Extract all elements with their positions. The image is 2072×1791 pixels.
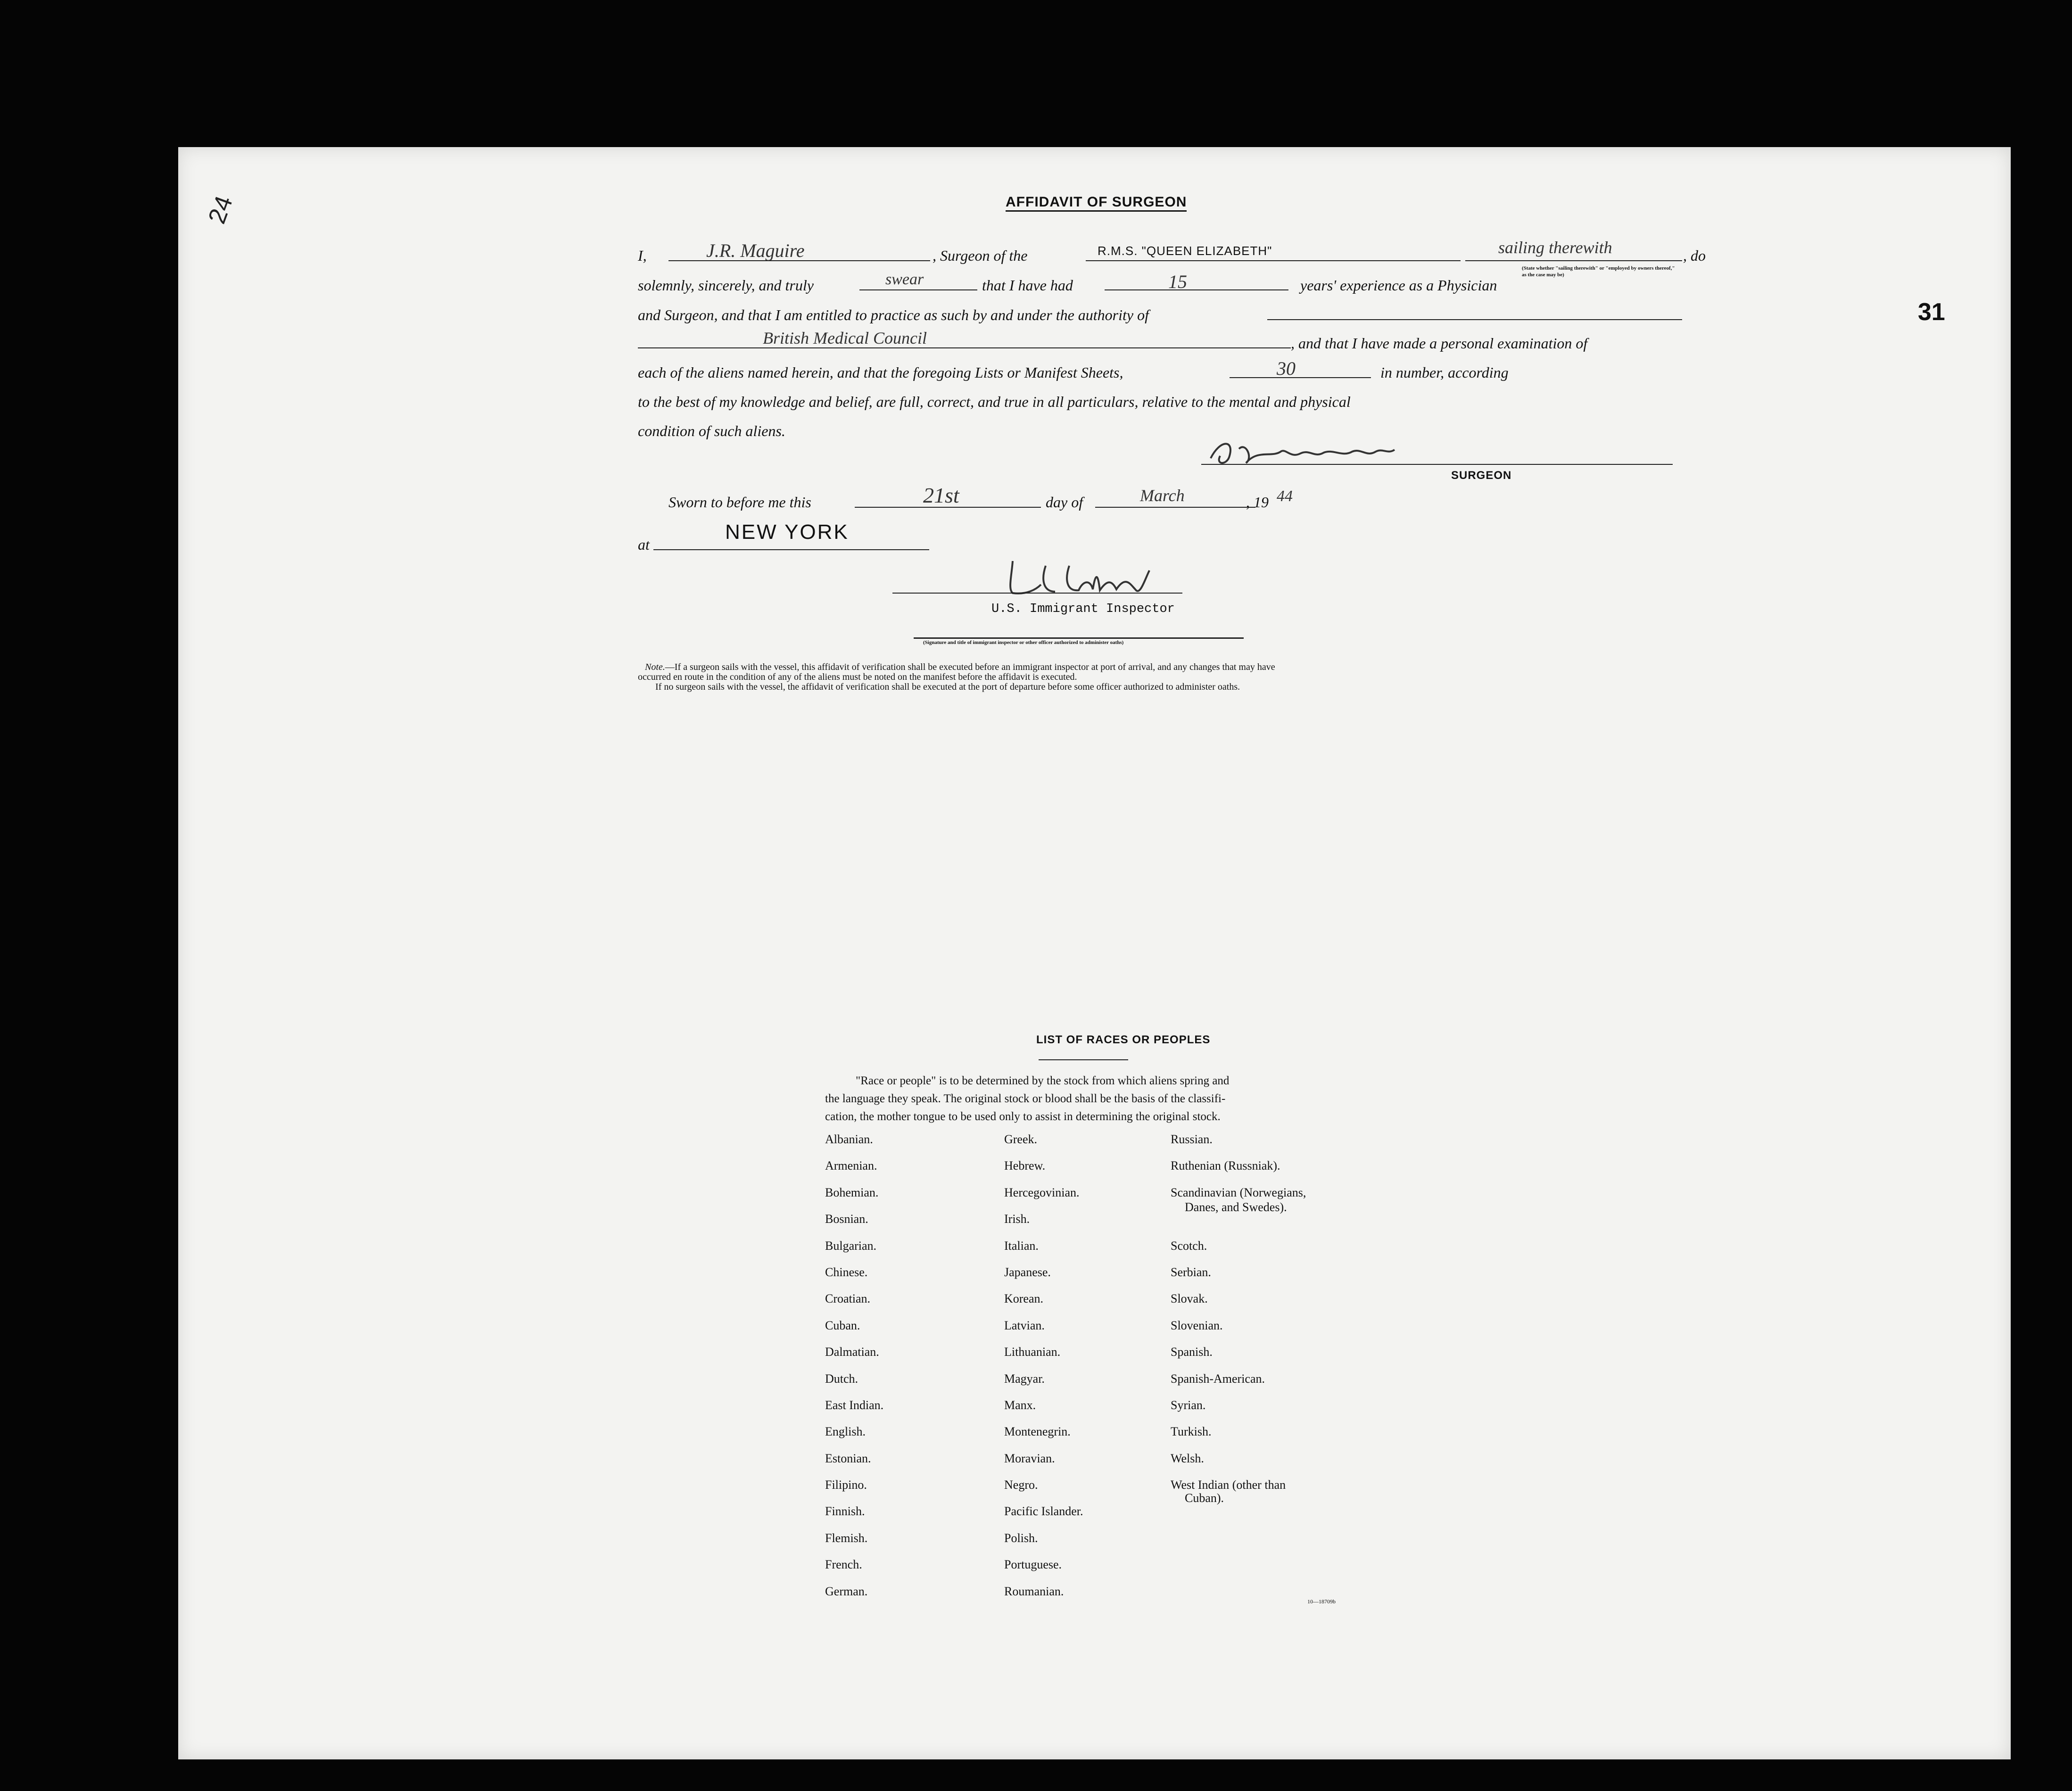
race-item: Filipino. bbox=[825, 1478, 867, 1492]
inspector-signature-line bbox=[892, 593, 1182, 594]
sailing-note: (State whether "sailing therewith" or "employed by owners thereof," as the case may be) bbox=[1522, 265, 1675, 278]
authority: British Medical Council bbox=[763, 329, 927, 347]
sworn-year-suffix: 44 bbox=[1277, 487, 1293, 505]
surgeon-name: J.R. Maguire bbox=[706, 240, 805, 261]
text-each-alien: each of the aliens named herein, and that the foregoing Lists or Manifest Sheets, bbox=[638, 364, 1123, 381]
inspector-signature bbox=[999, 552, 1178, 603]
race-item: Spanish. bbox=[1171, 1345, 1213, 1359]
text-and-surgeon: and Surgeon, and that I am entitled to practice as such by and under the authority of bbox=[638, 306, 1149, 323]
text-that-had: that I have had bbox=[982, 277, 1073, 294]
text-sworn: Sworn to before me this bbox=[669, 494, 811, 511]
surgeon-signature-line bbox=[1201, 464, 1673, 465]
race-item: Slovak. bbox=[1171, 1292, 1208, 1306]
race-item: English. bbox=[825, 1425, 866, 1439]
race-item: Flemish. bbox=[825, 1531, 868, 1545]
race-item: Dutch. bbox=[825, 1371, 859, 1386]
race-item: Bohemian. bbox=[825, 1185, 879, 1199]
race-item: Dalmatian. bbox=[825, 1345, 879, 1359]
races-column-3 bbox=[1171, 1132, 1306, 1510]
race-item: Cuban). bbox=[1185, 1491, 1224, 1505]
race-item: Spanish-American. bbox=[1171, 1371, 1265, 1386]
race-item: West Indian (other than bbox=[1171, 1478, 1286, 1492]
note-line-3: If no surgeon sails with the vessel, the affidavit of verification shall be executed at the port of departure before some officer authorized to administer oaths. bbox=[655, 682, 1240, 692]
race-item: Syrian. bbox=[1171, 1398, 1206, 1412]
race-item: Negro. bbox=[1004, 1478, 1038, 1492]
race-item: Korean. bbox=[1004, 1292, 1044, 1306]
race-item: Hebrew. bbox=[1004, 1159, 1046, 1173]
race-item: Danes, and Swedes). bbox=[1185, 1200, 1287, 1214]
races-title-rule bbox=[1039, 1059, 1128, 1060]
race-item: Serbian. bbox=[1171, 1265, 1211, 1279]
race-item: Magyar. bbox=[1004, 1371, 1045, 1386]
race-item: Bosnian. bbox=[825, 1212, 868, 1226]
races-intro-2: the language they speak. The original stock or blood shall be the basis of the classifi- bbox=[825, 1092, 1226, 1105]
blank-sworn-month bbox=[1095, 507, 1255, 508]
vessel-name: R.M.S. "QUEEN ELIZABETH" bbox=[1098, 244, 1272, 258]
race-item: Ruthenian (Russniak). bbox=[1171, 1159, 1280, 1173]
race-item: Japanese. bbox=[1004, 1265, 1051, 1279]
years-experience: 15 bbox=[1168, 271, 1187, 292]
race-item: French. bbox=[825, 1558, 862, 1572]
race-item: Irish. bbox=[1004, 1212, 1030, 1226]
document-page bbox=[178, 147, 2011, 1759]
note-text-1: —If a surgeon sails with the vessel, this affidavit of verification shall be executed before an immigrant inspector at port of arrival, and any changes that may have bbox=[665, 662, 1275, 672]
races-intro-3: cation, the mother tongue to be used only to assist in determining the original stock. bbox=[825, 1110, 1221, 1123]
race-item: Albanian. bbox=[825, 1132, 873, 1146]
text-surgeon-of: , Surgeon of the bbox=[933, 247, 1028, 264]
races-title: LIST OF RACES OR PEOPLES bbox=[1036, 1033, 1211, 1046]
text-i: I, bbox=[638, 247, 647, 264]
oath-word: swear bbox=[885, 271, 924, 288]
text-year-prefix: , 19 bbox=[1246, 494, 1269, 511]
race-item: Scandinavian (Norwegians, bbox=[1171, 1185, 1306, 1199]
blank-vessel bbox=[1086, 260, 1461, 261]
races-column-1 bbox=[825, 1132, 883, 1611]
form-number: 10—18709b bbox=[1307, 1598, 1336, 1605]
inspector-label: U.S. Immigrant Inspector bbox=[991, 602, 1175, 616]
margin-note: 24 bbox=[203, 192, 239, 228]
race-item: Bulgarian. bbox=[825, 1238, 877, 1253]
inspector-note: (Signature and title of immigrant inspector or other officer authorized to administer oaths) bbox=[923, 640, 1124, 645]
blank-sheet-count bbox=[1230, 377, 1371, 378]
race-item: Latvian. bbox=[1004, 1318, 1045, 1332]
blank-oath bbox=[859, 289, 977, 290]
race-item: Manx. bbox=[1004, 1398, 1036, 1412]
inspector-note-line bbox=[914, 637, 1244, 639]
blank-authority-2 bbox=[638, 347, 1291, 348]
race-item: Moravian. bbox=[1004, 1451, 1055, 1465]
race-item: Polish. bbox=[1004, 1531, 1038, 1545]
race-item: Armenian. bbox=[825, 1159, 877, 1173]
blank-authority-1 bbox=[1267, 319, 1682, 320]
blank-years bbox=[1105, 289, 1288, 290]
surgeon-signature bbox=[1201, 430, 1418, 472]
text-solemnly: solemnly, sincerely, and truly bbox=[638, 277, 814, 294]
text-do: , do bbox=[1683, 247, 1706, 264]
text-at: at bbox=[638, 536, 650, 553]
race-item: Turkish. bbox=[1171, 1425, 1212, 1439]
sailing-status: sailing therewith bbox=[1498, 238, 1612, 257]
race-item: Welsh. bbox=[1171, 1451, 1204, 1465]
text-in-number: in number, according bbox=[1380, 364, 1509, 381]
text-day-of: day of bbox=[1046, 494, 1083, 511]
text-best-knowledge: to the best of my knowledge and belief, are full, correct, and true in all particulars, relative to the mental and physical bbox=[638, 393, 1351, 410]
race-item: Russian. bbox=[1171, 1132, 1213, 1146]
race-item: Pacific Islander. bbox=[1004, 1504, 1083, 1519]
race-item: Cuban. bbox=[825, 1318, 860, 1332]
text-condition: condition of such aliens. bbox=[638, 422, 785, 439]
note-lead: Note. bbox=[645, 662, 665, 672]
race-item: Hercegovinian. bbox=[1004, 1185, 1080, 1199]
note-line-2: occurred en route in the condition of any of the aliens must be noted on the manifest before the affidavit is executed. bbox=[638, 672, 1077, 682]
sheet-count: 30 bbox=[1277, 358, 1296, 379]
race-item: Croatian. bbox=[825, 1292, 871, 1306]
races-intro-1: "Race or people" is to be determined by the stock from which aliens spring and bbox=[856, 1074, 1230, 1087]
race-item: Lithuanian. bbox=[1004, 1345, 1061, 1359]
race-item: Greek. bbox=[1004, 1132, 1038, 1146]
race-item: Scotch. bbox=[1171, 1238, 1207, 1253]
sworn-day: 21st bbox=[923, 483, 959, 507]
blank-location bbox=[653, 549, 929, 550]
race-item: Montenegrin. bbox=[1004, 1425, 1071, 1439]
affidavit-title: AFFIDAVIT OF SURGEON bbox=[1006, 194, 1187, 212]
text-personal-exam: , and that I have made a personal examination of bbox=[1291, 335, 1588, 352]
race-item: Chinese. bbox=[825, 1265, 868, 1279]
location: NEW YORK bbox=[725, 520, 849, 544]
page-number: 31 bbox=[1918, 298, 1945, 326]
race-item: Portuguese. bbox=[1004, 1558, 1062, 1572]
note-line-1 bbox=[645, 662, 1275, 673]
race-item: Estonian. bbox=[825, 1451, 871, 1465]
sworn-month: March bbox=[1140, 486, 1185, 505]
race-item: Italian. bbox=[1004, 1238, 1039, 1253]
race-item: Finnish. bbox=[825, 1504, 865, 1519]
race-item: German. bbox=[825, 1584, 868, 1598]
races-column-2 bbox=[1004, 1132, 1083, 1611]
race-item: Roumanian. bbox=[1004, 1584, 1064, 1598]
surgeon-label: SURGEON bbox=[1451, 469, 1512, 482]
text-years: years' experience as a Physician bbox=[1300, 277, 1497, 294]
blank-sailing bbox=[1465, 260, 1682, 261]
race-item: East Indian. bbox=[825, 1398, 884, 1412]
race-item: Slovenian. bbox=[1171, 1318, 1223, 1332]
